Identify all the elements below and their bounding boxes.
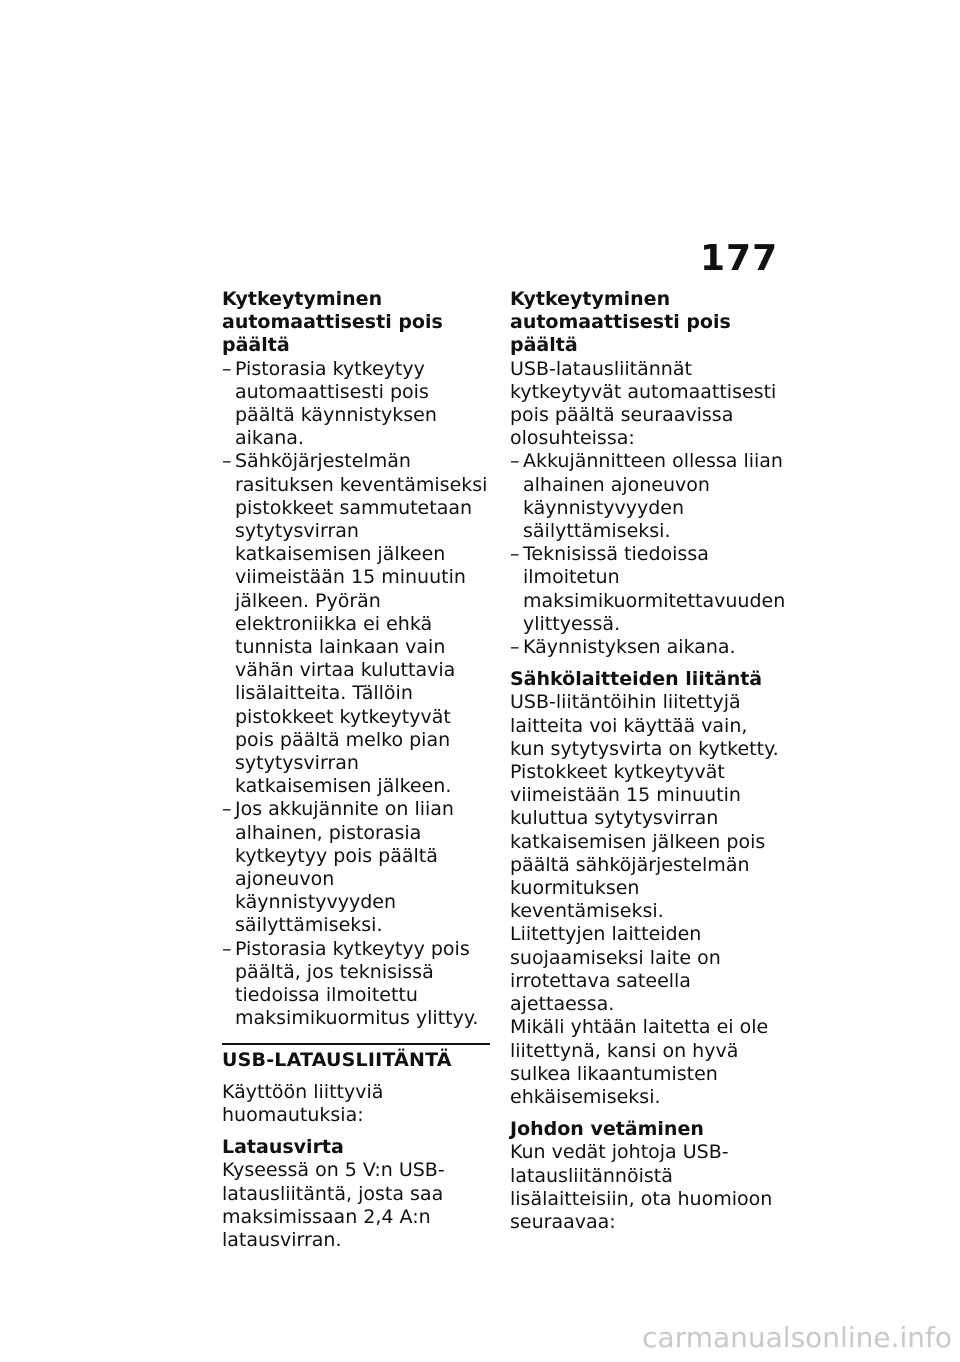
charging-current-text: Kyseessä on 5 V:n USB-latausliitäntä, josta saa maksimissaan 2,4 A:n latausvirran. xyxy=(222,1159,445,1251)
section-divider xyxy=(222,1043,490,1045)
heading-charging-current: Latausvirta xyxy=(222,1136,344,1159)
left-column xyxy=(222,288,494,1252)
auto-off-list xyxy=(222,358,494,1031)
usb-auto-off-intro: USB-latausliitännät kytkeytyvät automaattisesti pois päältä seuraavissa olosuhteissa: xyxy=(510,357,777,450)
section-intro: Käyttöön liittyviä huomautuksia: xyxy=(222,1080,384,1126)
right-column xyxy=(510,288,785,1234)
page-number: 177 xyxy=(700,238,779,279)
device-connection-text: USB-liitäntöihin liitettyjä laitteita voi käyttää vain, kun sytytysvirta on kytketty. Pistokkeet kytkeytyvät viimeistään 15 minuutin kuluttua sytytysvirran katkaisemisen jälkeen pois päältä sähköjärjestelmän kuormituksen keventämiseksi. xyxy=(510,691,779,923)
device-protection-text: Liitettyjen laitteiden suojaamiseksi laite on irrotettava sateella ajettaessa. xyxy=(510,923,721,1016)
list-item: – Käynnistyksen aikana. xyxy=(510,636,736,659)
cable-routing-text: Kun vedät johtoja USB-latausliitännöistä lisälaitteisiin, ota huomioon seuraavaa: xyxy=(510,1141,773,1233)
heading-auto-off: Kytkeytyminen automaattisesti pois päältä xyxy=(222,288,443,357)
dash-marker: – xyxy=(510,636,520,659)
list-item: – Akkujännitteen ollessa liian alhainen ajoneuvon käynnistyvyyden säilyttämiseksi. xyxy=(510,450,783,543)
dash-marker: – xyxy=(222,798,232,821)
list-item: – Sähköjärjestelmän rasituksen keventämiseksi pistokkeet sammutetaan sytytysvirran katkaisemisen jälkeen viimeistään 15 minuutin jälkeen. Pyörän elektroniikka ei ehkä tunnista lainkaan vain vähän virtaa kuluttavia lisälaitteita. Tällöin pistokkeet kytkeytyvät pois päältä melko pian sytytysvirran katkaisemisen jälkeen. xyxy=(222,450,488,798)
dash-marker: – xyxy=(510,450,520,473)
heading-cable-routing: Johdon vetäminen xyxy=(510,1118,704,1141)
heading-device-connection: Sähkölaitteiden liitäntä xyxy=(510,668,763,691)
usb-auto-off-list xyxy=(510,450,785,659)
list-item: – Pistorasia kytkeytyy pois päältä, jos teknisissä tiedoissa ilmoitettu maksimikuormitus ylittyy. xyxy=(222,937,479,1030)
dash-marker: – xyxy=(222,357,232,380)
dash-marker: – xyxy=(222,450,232,473)
list-item: – Pistorasia kytkeytyy automaattisesti pois päältä käynnistyksen aikana. xyxy=(222,357,437,450)
list-item: – Jos akkujännite on liian alhainen, pistorasia kytkeytyy pois päältä ajoneuvon käynnistyvyyden säilyttämiseksi. xyxy=(222,798,454,937)
watermark: carmanualsonline.info xyxy=(642,1321,952,1354)
dash-marker: – xyxy=(222,937,232,960)
list-item: – Teknisissä tiedoissa ilmoitetun maksimikuormitettavuuden ylittyessä. xyxy=(510,543,786,635)
section-title: USB-LATAUSLIITÄNTÄ xyxy=(222,1048,452,1071)
cover-text: Mikäli yhtään laitetta ei ole liitettynä, kansi on hyvä sulkea likaantumisten ehkäisemiseksi. xyxy=(510,1016,769,1108)
dash-marker: – xyxy=(510,543,520,566)
heading-usb-auto-off: Kytkeytyminen automaattisesti pois päältä xyxy=(510,288,731,357)
